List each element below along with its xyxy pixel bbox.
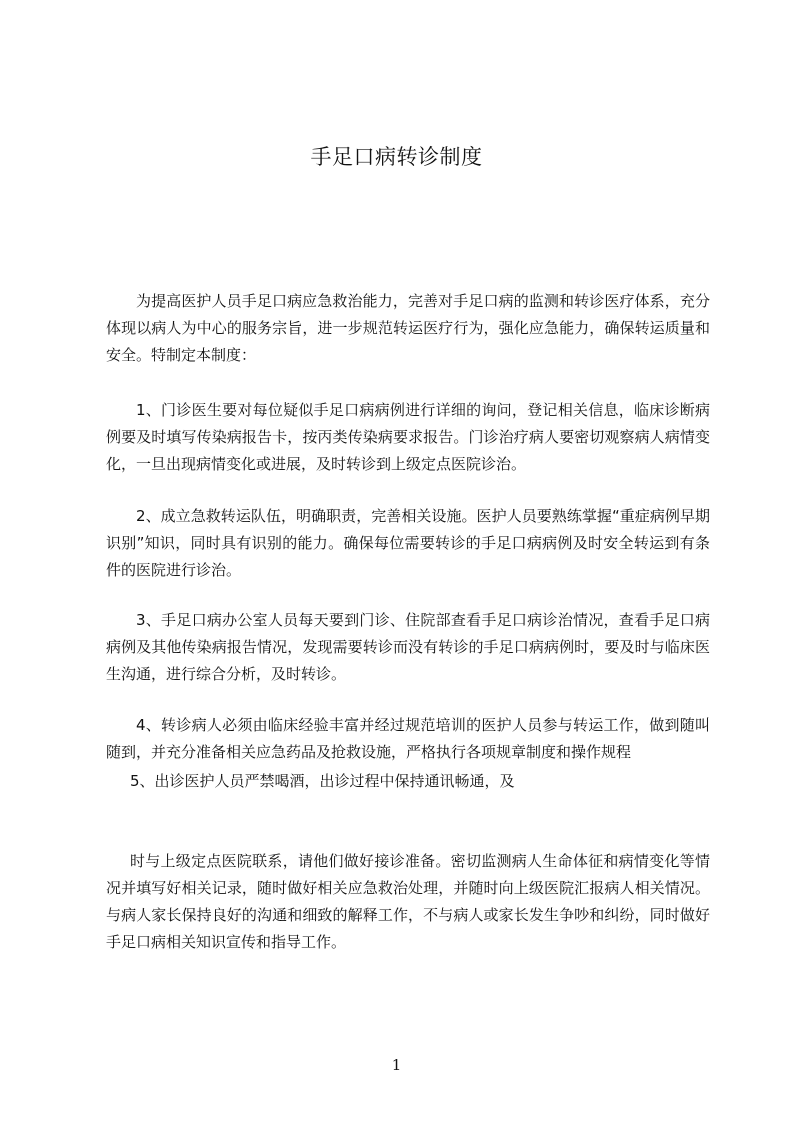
paragraph-item-4: 4、转诊病人必须由临床经验丰富并经过规范培训的医护人员参与转运工作，做到随叫随到，并充分准备相关应急药品及抢救设施，严格执行各项规章制度和操作规程: [106, 716, 710, 761]
page-number: 1: [391, 1056, 402, 1074]
paragraph-item-5: 5、出诊医护人员严禁喝酒，出诊过程中保持通讯畅通，及: [130, 772, 515, 790]
paragraph-intro: 为提高医护人员手足口病应急救治能力，完善对手足口病的监测和转诊医疗体系，充分体现以病人为中心的服务宗旨，进一步规范转运医疗行为，强化应急能力，确保转运质量和安全。特制定本制度：: [106, 292, 710, 364]
paragraph-item-5-continued: 时与上级定点医院联系，请他们做好接诊准备。密切监测病人生命体征和病情变化等情况并填写好相关记录，随时做好相关应急救治处理，并随时向上级医院汇报病人相关情况。与病人家长保持良好的沟通和细致的解释工作，不与病人或家长发生争吵和纠纷，同时做好手足口病相关知识宣传和指导工作。: [106, 852, 710, 951]
paragraph-item-2: 2、成立急救转运队伍，明确职责，完善相关设施。医护人员要熟练掌握“重症病例早期识别”知识，同时具有识别的能力。确保每位需要转诊的手足口病病例及时安全转运到有条件的医院进行诊治。: [106, 507, 710, 579]
document-title: 手足口病转诊制度: [310, 145, 483, 169]
paragraph-item-1: 1、门诊医生要对每位疑似手足口病病例进行详细的询问，登记相关信息，临床诊断病例要及时填写传染病报告卡，按丙类传染病要求报告。门诊治疗病人要密切观察病人病情变化，一旦出现病情变化或进展，及时转诊到上级定点医院诊治。: [106, 401, 710, 473]
paragraph-item-3: 3、手足口病办公室人员每天要到门诊、住院部查看手足口病诊治情况，查看手足口病病例及其他传染病报告情况，发现需要转诊而没有转诊的手足口病病例时，要及时与临床医生沟通，进行综合分析，及时转诊。: [106, 611, 710, 683]
